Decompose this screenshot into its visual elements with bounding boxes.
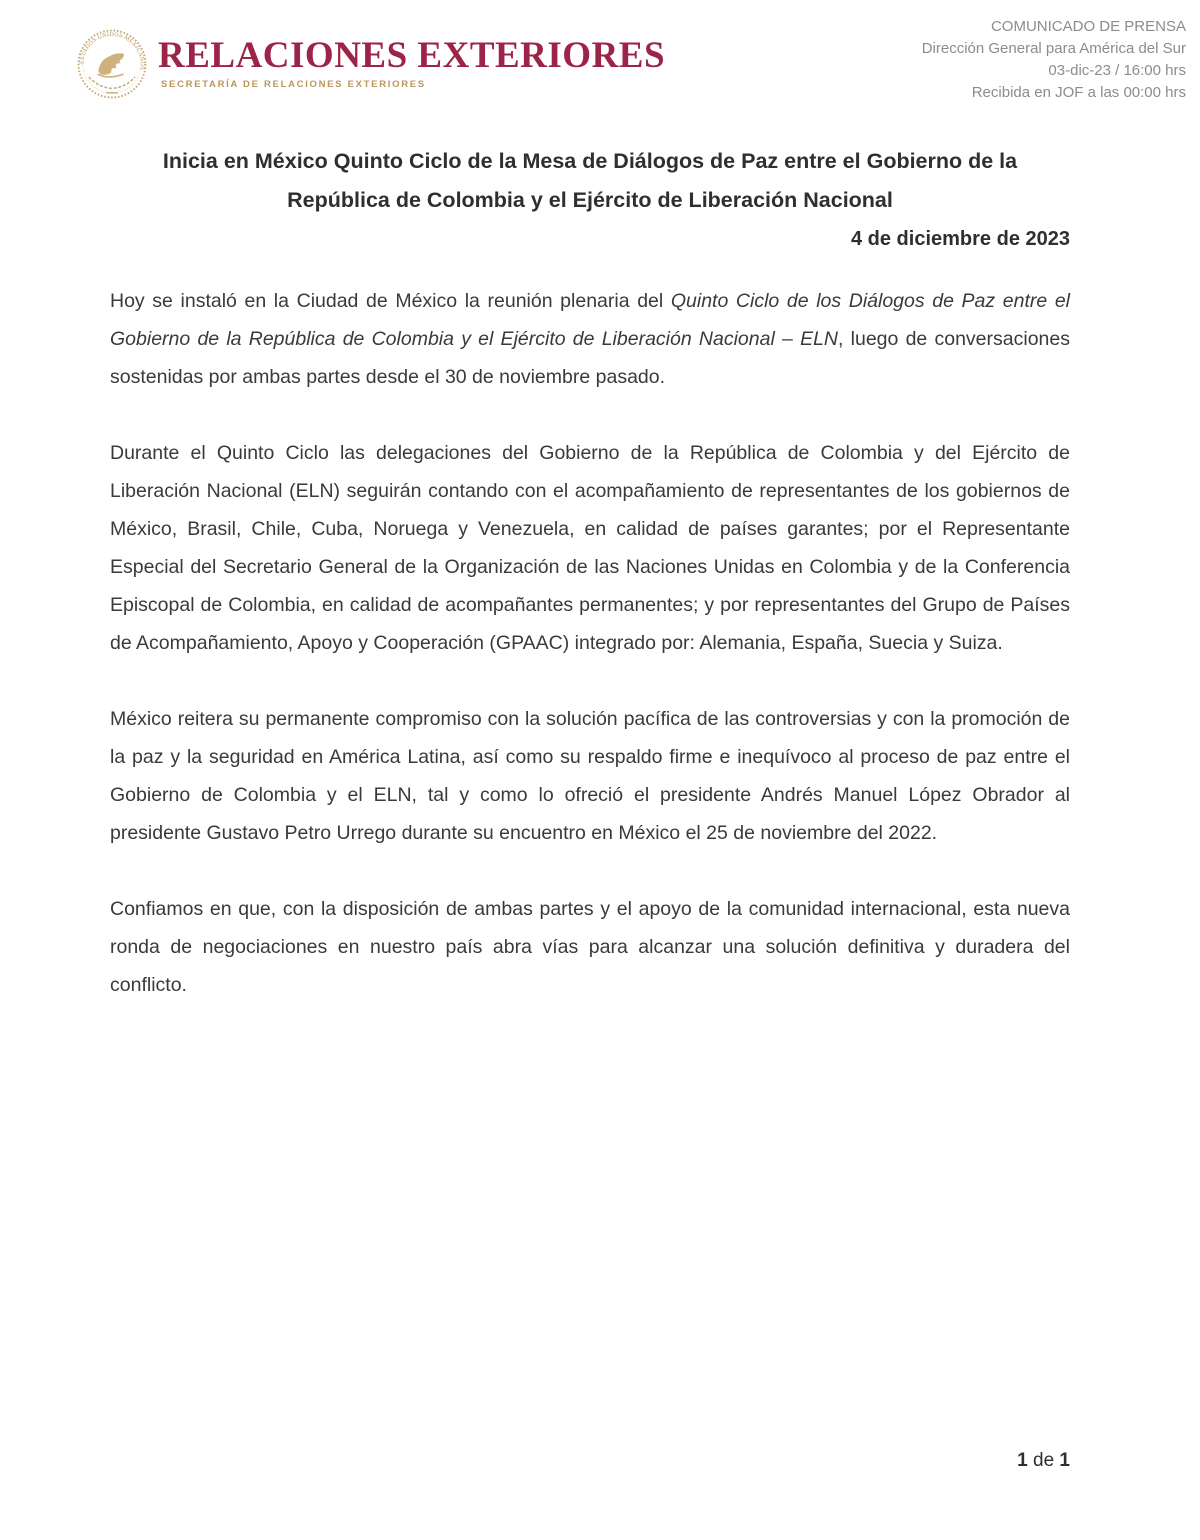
paragraph-segment: México reitera su permanente compromiso con la solución pacífica de las controversias y con la promoción de la paz y la seguridad en América Latina, así como su respaldo firme e inequívoco al proceso de paz entre el Gobierno de Colombia y el ELN, tal y como lo ofreció el presidente Andrés Manuel López Obrador al presidente Gustavo Petro Urrego durante su encuentro en México el 25 de noviembre del 2022. [110, 708, 1070, 844]
paragraph-segment: Confiamos en que, con la disposición de ambas partes y el apoyo de la comunidad internacional, esta nueva ronda de negociaciones en nuestro país abra vías para alcanzar una solución definitiva y duradera del conflicto. [110, 898, 1070, 996]
document-content [110, 104, 1070, 1004]
svg-text:ESTADOS UNIDOS MEXICANOS: ESTADOS UNIDOS MEXICANOS [79, 31, 145, 71]
paragraph-segment: , luego de conversaciones sostenidas por ambas partes desde el 30 de noviembre pasado. [110, 328, 1070, 388]
press-release-meta [922, 12, 1186, 104]
letterhead [0, 0, 1200, 104]
page-number: 1 de 1 [1017, 1450, 1070, 1471]
meta-datetime: 03-dic-23 / 16:00 hrs [1048, 62, 1186, 79]
sre-logo [76, 12, 665, 102]
paragraph [110, 282, 1070, 396]
mexico-national-seal-icon [76, 26, 148, 102]
meta-received: Recibida en JOF a las 00:00 hrs [971, 84, 1186, 101]
paragraph-segment: Hoy se instaló en la Ciudad de México la reunión plenaria del [110, 290, 671, 312]
logo-subtitle: SECRETARÍA DE RELACIONES EXTERIORES [161, 79, 426, 90]
meta-document-type: COMUNICADO DE PRENSA [990, 18, 1186, 35]
document-date: 4 de diciembre de 2023 [850, 228, 1070, 250]
document-title-line2: República de Colombia y el Ejército de Liberación Nacional [287, 188, 893, 212]
logo-title: RELACIONES EXTERIORES [158, 35, 666, 76]
paragraph-segment: Durante el Quinto Ciclo las delegaciones del Gobierno de la República de Colombia y del Ejército de Liberación Nacional (ELN) seguirán contando con el acompañamiento de representantes de los gobiernos de México, Brasil, Chile, Cuba, Noruega y Venezuela, en calidad de países garantes; por el Representante Especial del Secretario General de la Organización de las Naciones Unidas en Colombia y de la Conferencia Episcopal de Colombia, en calidad de acompañantes permanentes; y por representantes del Grupo de Países de Acompañamiento, Apoyo y Cooperación (GPAAC) integrado por: Alemania, España, Suecia y Suiza. [110, 442, 1070, 654]
logo-wordmark [158, 12, 665, 90]
document-title-line1: Inicia en México Quinto Ciclo de la Mesa de Diálogos de Paz entre el Gobierno de la [162, 149, 1018, 173]
paragraph [110, 434, 1070, 662]
page-footer [1017, 1450, 1070, 1472]
paragraph [110, 700, 1070, 852]
meta-office: Dirección General para América del Sur [921, 40, 1186, 57]
paragraph [110, 890, 1070, 1004]
paragraphs-container [110, 282, 1070, 1004]
paragraph-segment: Quinto Ciclo de los Diálogos de Paz entre el Gobierno de la República de Colombia y el Ejército de Liberación Nacional – ELN [110, 290, 1071, 350]
document-title [110, 142, 1070, 220]
